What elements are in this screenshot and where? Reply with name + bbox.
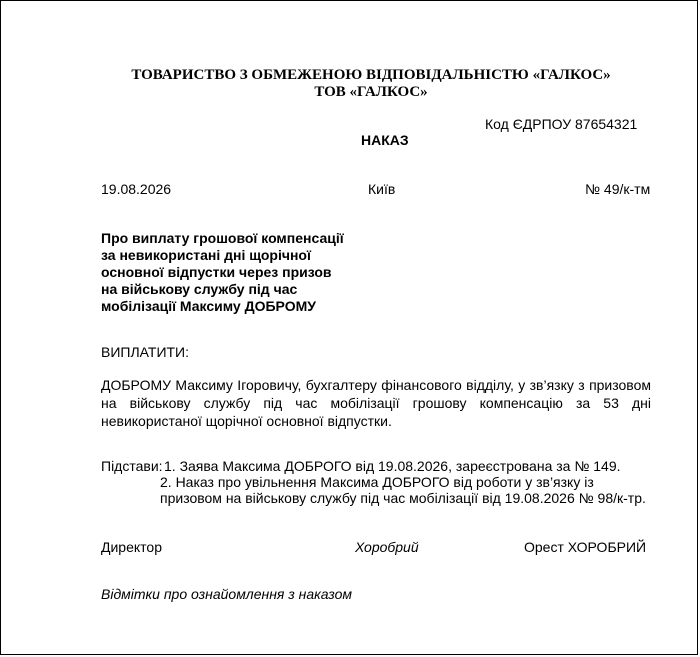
signer-name: Орест ХОРОБРИЙ — [524, 539, 647, 555]
signer-position: Директор — [101, 539, 162, 555]
order-heading: ВИПЛАТИТИ: — [101, 344, 190, 360]
basis-label: Підстави: — [101, 458, 163, 474]
org-full-name: ТОВАРИСТВО З ОБМЕЖЕНОЮ ВІДПОВІДАЛЬНІСТЮ «ГАЛКОС» — [131, 67, 611, 83]
signer-signature: Хоробрий — [355, 539, 419, 555]
basis-item-2-line-1: 2. Наказ про увільнення Максима ДОБРОГО від роботи у зв’язку із — [160, 474, 594, 490]
acknowledgement-note: Відмітки про ознайомлення з наказом — [101, 586, 352, 602]
order-city: Київ — [368, 181, 396, 197]
document-type: НАКАЗ — [361, 132, 409, 148]
order-body: ДОБРОМУ Максиму Ігоровичу, бухгалтеру фінансового відділу, у зв’язку з призовом на військову службу під час мобілізації грошову компенсацію за 53 дні невикористаної щорічної основної відпустки. — [101, 377, 651, 429]
basis-item-1: 1. Заява Максима ДОБРОГО від 19.08.2026, зареєстрована за № 149. — [164, 458, 621, 474]
edrpou-code: Код ЄДРПОУ 87654321 — [485, 116, 638, 132]
org-short-name: ТОВ «ГАЛКОС» — [314, 84, 428, 100]
order-subject: Про виплату грошової компенсації за невикористані дні щорічної основної відпустки через призов на військову службу під час мобілізації Максиму ДОБРОМУ — [101, 230, 344, 314]
basis-item-2-line-2: призовом на військову службу під час мобілізації від 19.08.2026 № 98/к-тр. — [160, 490, 646, 506]
order-date: 19.08.2026 — [101, 181, 172, 197]
order-number: № 49/к-тм — [585, 181, 651, 197]
